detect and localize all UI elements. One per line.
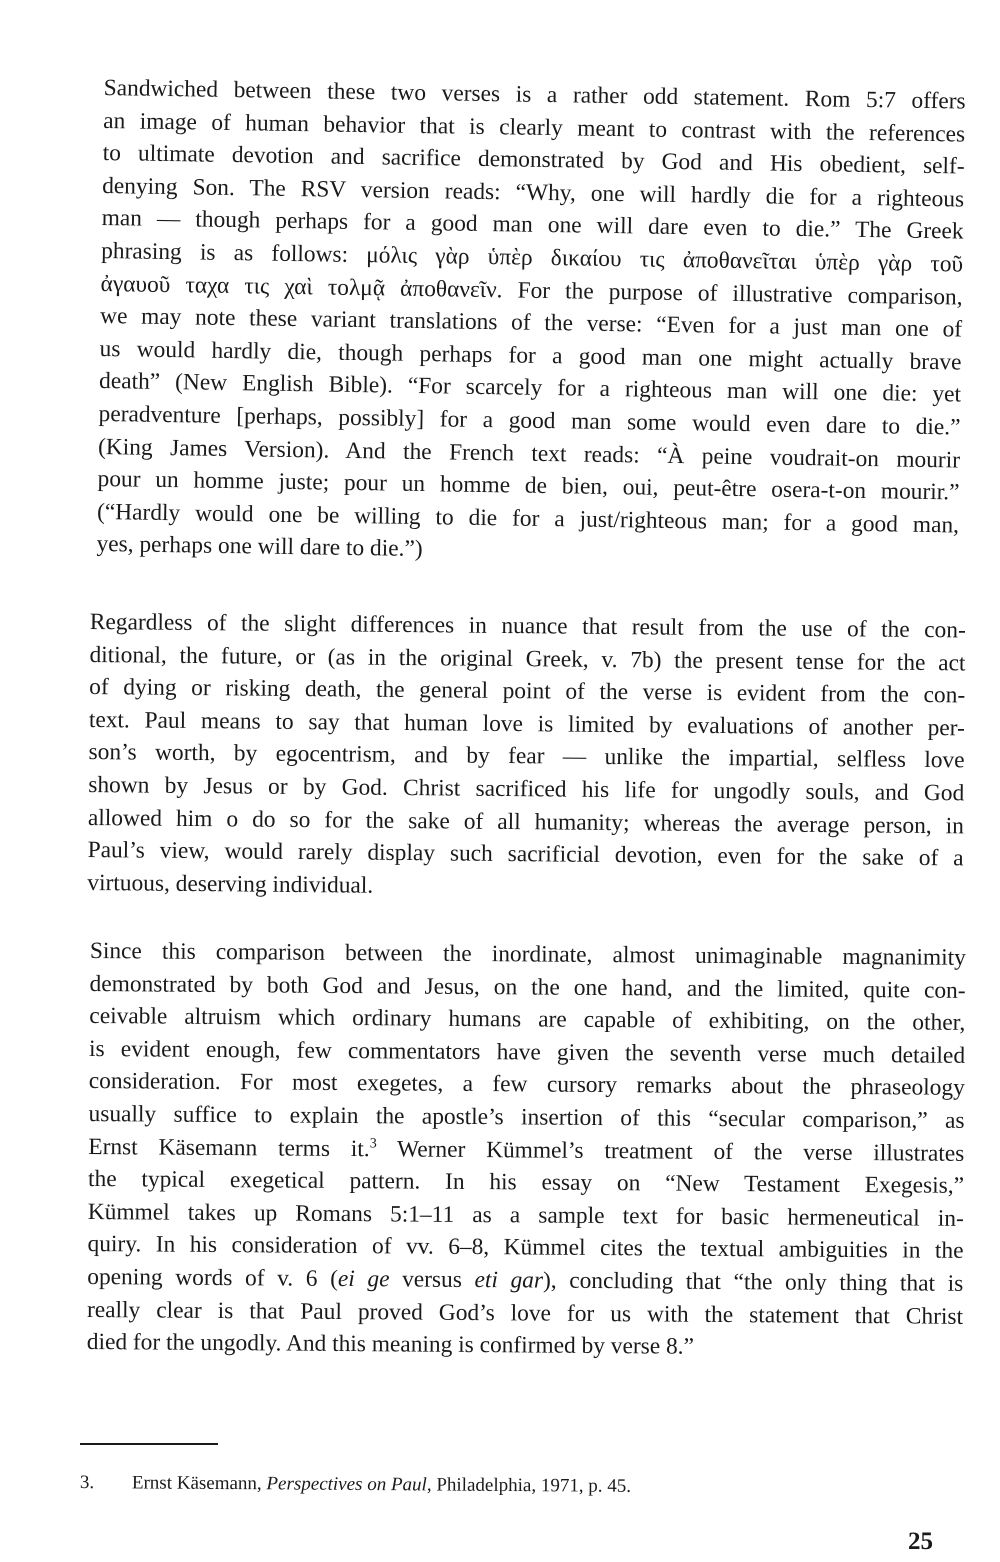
text-line: pour un homme juste; pour un homme de bien, oui, peut-être osera-t-on mourir.” [97,466,960,506]
text-line: consideration. For most exegetes, a few cursory remarks about the phraseology [88,1068,965,1102]
text-line: demonstrated by both God and Jesus, on the one hand, and the limited, quite con- [89,970,966,1004]
text-segment: versus [389,1266,475,1293]
text-line: virtuous, deserving individual. [87,869,374,899]
text-line: son’s worth, by egocentrism, and by fear — unlike the impartial, selfless love [88,739,965,774]
text-segment: ), concluding that “the only thing that is [542,1267,964,1297]
text-line: Since this comparison between the inordinate, almost unimaginable magnanimity [89,937,966,971]
footnote-author: Ernst Käsemann, [131,1472,267,1495]
text-line: died for the ungodly. And this meaning is confirmed by verse 8.” [86,1329,695,1360]
paragraph-2 [87,606,966,908]
text-line: of dying or risking death, the general point of the verse is evident from the con- [89,674,966,709]
page-number: 25 [908,1528,933,1555]
text-line: peradventure [perhaps, possibly] for a good man some would even dare to die.” [98,400,961,441]
text-line: us would hardly die, though perhaps for a good man one might actually brave [99,335,962,376]
text-line: we may note these variant translations of the verse: “Even for a just man one of [99,303,963,343]
footnote-details: , Philadelphia, 1971, p. 45. [426,1474,632,1497]
text-segment: opening words of v. 6 ( [87,1263,339,1292]
footnote-divider [80,1443,218,1445]
text-line: to ultimate devotion and sacrifice demonstrated by God and His obedient, self- [102,140,965,180]
text-segment: Ernst Käsemann terms it. [88,1133,370,1162]
footnote-reference: 3 [369,1135,377,1152]
text-line: allowed him o do so for the sake of all humanity; whereas the average person, in [87,804,965,839]
footnote-title: Perspectives on Paul [266,1473,427,1496]
text-line: man — though perhaps for a good man one will dare even to die.” The Greek [101,205,964,245]
text-line: quiry. In his consideration of vv. 6–8, Kümmel cites the textual ambiguities in the [87,1231,964,1265]
italic-term: ei ge [337,1265,390,1293]
text-segment: Werner Kümmel’s treatment of the verse illustrates [376,1135,965,1167]
text-line: (King James Version). And the French text reads: “À peine voudrait-on mourir [97,433,961,474]
text-line: shown by Jesus or by God. Christ sacrificed his life for ungodly souls, and God [88,771,965,807]
text-line: death” (New English Bible). “For scarcely for a righteous man will one die: yet [98,368,962,408]
text-line: phrasing is as follows: μόλις γὰρ ὑπὲρ δικαίου τις ἀποθανεῖται ὑπὲρ γὰρ τοῦ [100,237,964,278]
text-line: really clear is that Paul proved God’s love for us with the statement that Christ [86,1296,964,1330]
text-line: an image of human behavior that is clearly meant to contrast with the references [103,107,966,148]
text-line: text. Paul means to say that human love is limited by evaluations of another per- [88,706,965,742]
paragraph-1 [96,72,966,574]
footnote-number: 3. [79,1472,95,1494]
text-line: (“Hardly would one be willing to die for a just/righteous man; for a good man, [96,498,960,539]
text-line: Sandwiched between these two verses is a rather odd statement. Rom 5:7 offers [103,74,966,115]
text-line: ceivable altruism which ordinary humans are capable of exhibiting, on the other, [89,1003,966,1037]
text-line: usually suffice to explain the apostle’s insertion of this “secular comparison,” as [88,1100,965,1134]
text-line: yes, perhaps one will dare to die.”) [96,531,423,563]
text-line: is evident enough, few commentators have given the seventh verse much detailed [89,1035,966,1069]
text-line: denying Son. The RSV version reads: “Why, one will hardly die for a righteous [102,172,965,213]
text-line: ἀγαυοῦ ταχα τις χαὶ τολμᾷ ἀποθανεῖν. For the purpose of illustrative comparison, [100,270,963,311]
text-line: Kümmel takes up Romans 5:1–11 as a sample text for basic hermeneutical in- [87,1198,964,1232]
italic-term: eti gar [474,1266,544,1294]
text-line: ditional, the future, or (as in the original Greek, v. 7b) the present tense for the act [89,641,966,676]
text-line: the typical exegetical pattern. In his essay on “New Testament Exegesis,” [87,1166,965,1200]
text-line: Regardless of the slight differences in nuance that result from the use of the con- [89,608,966,644]
text-line: Paul’s view, would rarely display such sacrificial devotion, even for the sake of a [87,837,964,872]
paragraph-3 [87,935,966,1366]
footnote [80,1470,960,1502]
